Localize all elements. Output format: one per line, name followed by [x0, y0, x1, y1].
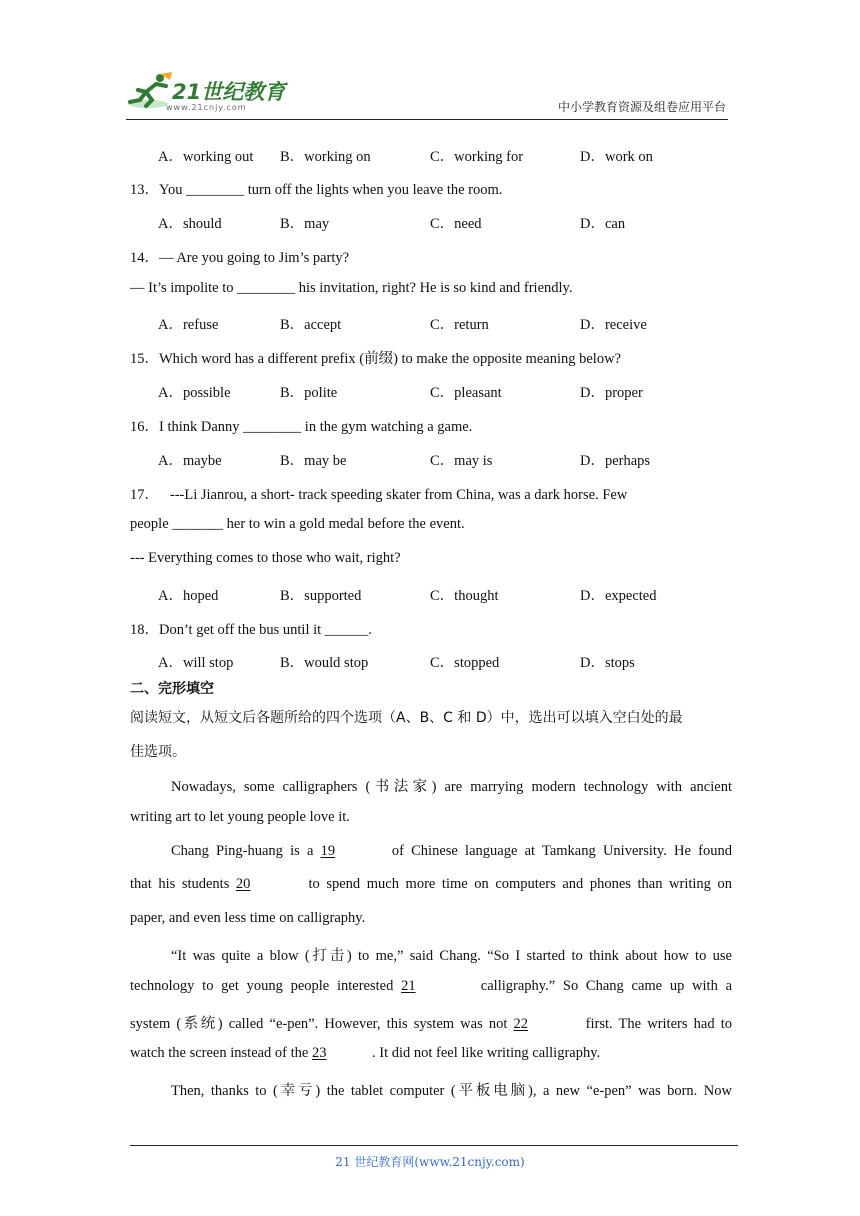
q13-stem: 13．You ________ turn off the lights when you leave the room. — [130, 182, 503, 198]
passage-p1-line2: writing art to let young people love it. — [130, 809, 350, 825]
passage-p3-line2: technology to get young people interested 21 calligraphy.” So Chang came up with a — [130, 978, 733, 994]
q18-stem: 18．Don’t get off the bus until it ______. — [130, 622, 372, 638]
q14-option-c: C．return — [430, 317, 489, 333]
logo-text: 21世纪教育 — [172, 80, 286, 104]
q16-option-b: B．may be — [280, 453, 347, 469]
q17-stem-2: people _______ her to win a gold medal before the event. — [130, 516, 465, 532]
passage-p3-line3: system (系统) called “e-pen”. However, this system was not 22 first. The writers had to — [130, 1016, 732, 1032]
q18-option-a: A．will stop — [158, 655, 234, 671]
section-instruction: 阅读短文，从短文后各题所给的四个选项（A、B、C 和 D）中，选出可以填入空白处的最 — [130, 710, 683, 726]
q15-stem: 15．Which word has a different prefix (前缀) to make the opposite meaning below? — [130, 351, 621, 367]
q12-option-b: B．working on — [280, 149, 371, 165]
passage-p2-line1: Chang Ping-huang is a 19 of Chinese language at Tamkang University. He found — [171, 843, 732, 859]
q13-option-b: B．may — [280, 216, 330, 232]
platform-name: 中小学教育资源及组卷应用平台 — [557, 100, 726, 114]
footer-divider — [130, 1145, 738, 1146]
q16-stem: 16．I think Danny ________ in the gym watching a game. — [130, 419, 473, 435]
blank-23[interactable]: 23 — [311, 1045, 327, 1061]
q13-option-d: D．can — [580, 216, 626, 232]
blank-20[interactable]: 20 — [235, 876, 251, 892]
blank-22[interactable]: 22 — [513, 1016, 529, 1032]
q15-option-d: D．proper — [580, 385, 643, 401]
q18-option-b: B．would stop — [280, 655, 369, 671]
header-divider — [126, 119, 728, 120]
q15-option-c: C．pleasant — [430, 385, 502, 401]
q14-option-d: D．receive — [580, 317, 647, 333]
q12-option-a: A．working out — [158, 149, 254, 165]
q16-option-a: A．maybe — [158, 453, 222, 469]
q14-option-a: A．refuse — [158, 317, 219, 333]
q15-option-a: A．possible — [158, 385, 231, 401]
q17-option-c: C．thought — [430, 588, 499, 604]
passage-p1-line1: Nowadays, some calligraphers (书法家) are marrying modern technology with ancient — [171, 779, 732, 795]
q18-option-c: C．stopped — [430, 655, 500, 671]
q17-stem-3: --- Everything comes to those who wait, right? — [130, 550, 401, 566]
blank-21[interactable]: 21 — [401, 978, 416, 994]
q16-option-c: C．may is — [430, 453, 493, 469]
q17-option-a: A．hoped — [158, 588, 219, 604]
blank-19[interactable]: 19 — [320, 843, 336, 859]
q17-stem: 17． ---Li Jianrou, a short- track speeding skater from China, was a dark horse. Few — [130, 487, 628, 503]
q16-option-d: D．perhaps — [580, 453, 651, 469]
passage-p2-line3: paper, and even less time on calligraphy. — [130, 910, 366, 926]
q14-stem: 14．— Are you going to Jim’s party? — [130, 250, 350, 266]
section-title: 二、完形填空 — [130, 681, 214, 697]
logo — [126, 70, 296, 118]
q17-option-b: B．supported — [280, 588, 362, 604]
q14-stem-2: — It’s impolite to ________ his invitation, right? He is so kind and friendly. — [130, 280, 573, 296]
passage-p3-line4: watch the screen instead of the 23 . It did not feel like writing calligraphy. — [130, 1045, 601, 1061]
logo-url: www.21cnjy.com — [166, 103, 247, 112]
q14-option-b: B．accept — [280, 317, 342, 333]
passage-p2-line2: that his students 20 to spend much more time on computers and phones than writing on — [130, 876, 732, 892]
q13-option-c: C．need — [430, 216, 482, 232]
q12-option-d: D．work on — [580, 149, 653, 165]
q17-option-d: D．expected — [580, 588, 657, 604]
footer-text[interactable]: 21 世纪教育网(www.21cnjy.com) — [335, 1155, 525, 1169]
passage-p4-line1: Then, thanks to (幸亏) the tablet computer (平板电脑), a new “e-pen” was born. Now — [171, 1083, 732, 1099]
q13-option-a: A．should — [158, 216, 222, 232]
section-instruction-2: 佳选项。 — [130, 744, 186, 760]
q15-option-b: B．polite — [280, 385, 338, 401]
page-header — [126, 70, 734, 118]
q18-option-d: D．stops — [580, 655, 635, 671]
q12-option-c: C．working for — [430, 149, 524, 165]
passage-p3-line1: “It was quite a blow (打击) to me,” said Chang. “So I started to think about how to use — [171, 948, 732, 964]
